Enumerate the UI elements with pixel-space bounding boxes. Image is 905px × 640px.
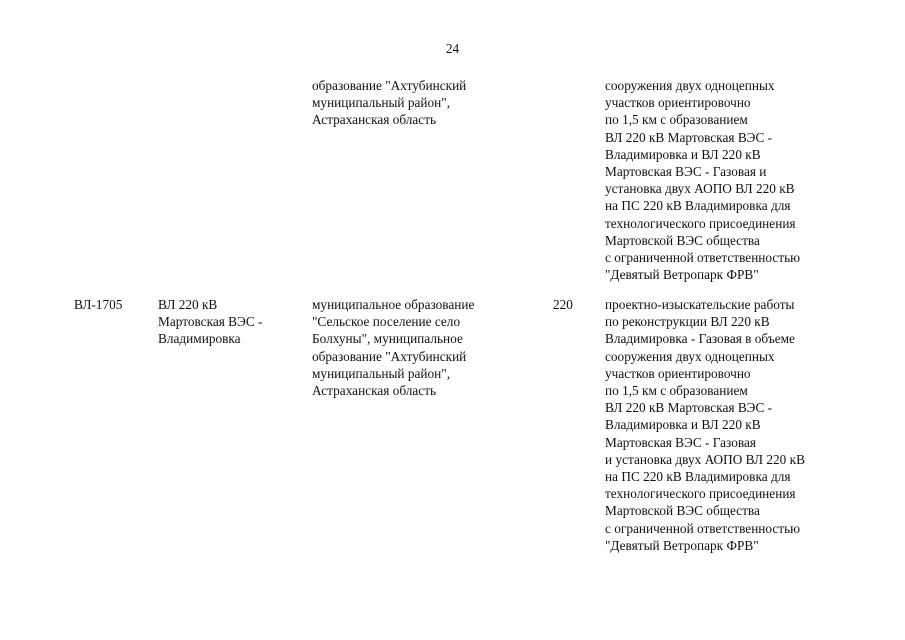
location-cell: муниципальное образование "Сельское поселение село Болхуны", муниципальное образование "Ахтубинский муниципальный район", Астраханская область	[312, 297, 475, 399]
object-name-cell: ВЛ 220 кВ Мартовская ВЭС - Владимировка	[158, 297, 263, 347]
description-cell: сооружения двух одноцепных участков ориентировочно по 1,5 км с образованием ВЛ 220 кВ Мартовская ВЭС - Владимировка и ВЛ 220 кВ Мартовская ВЭС - Газовая и установка двух АОПО ВЛ 220 кВ на ПС 220 кВ Владимировка для технологического присоединения Мартовской ВЭС общества с ограниченной ответственностью "Девятый Ветропарк ФРВ"	[605, 78, 801, 283]
location-cell: образование "Ахтубинский муниципальный район", Астраханская область	[312, 78, 467, 128]
object-code-cell: ВЛ-1705	[74, 297, 123, 312]
voltage-cell: 220	[553, 297, 573, 312]
page-number: 24	[445, 41, 460, 56]
description-cell: проектно-изыскательские работы по реконструкции ВЛ 220 кВ Владимировка - Газовая в объеме сооружения двух одноцепных участков ориентировочно по 1,5 км с образованием ВЛ 220 кВ Мартовская ВЭС - Владимировка и ВЛ 220 кВ Мартовская ВЭС - Газовая и установка двух АОПО ВЛ 220 кВ на ПС 220 кВ Владимировка для технологического присоединения Мартовской ВЭС общества с ограниченной ответственностью "Девятый Ветропарк ФРВ"	[605, 297, 805, 553]
